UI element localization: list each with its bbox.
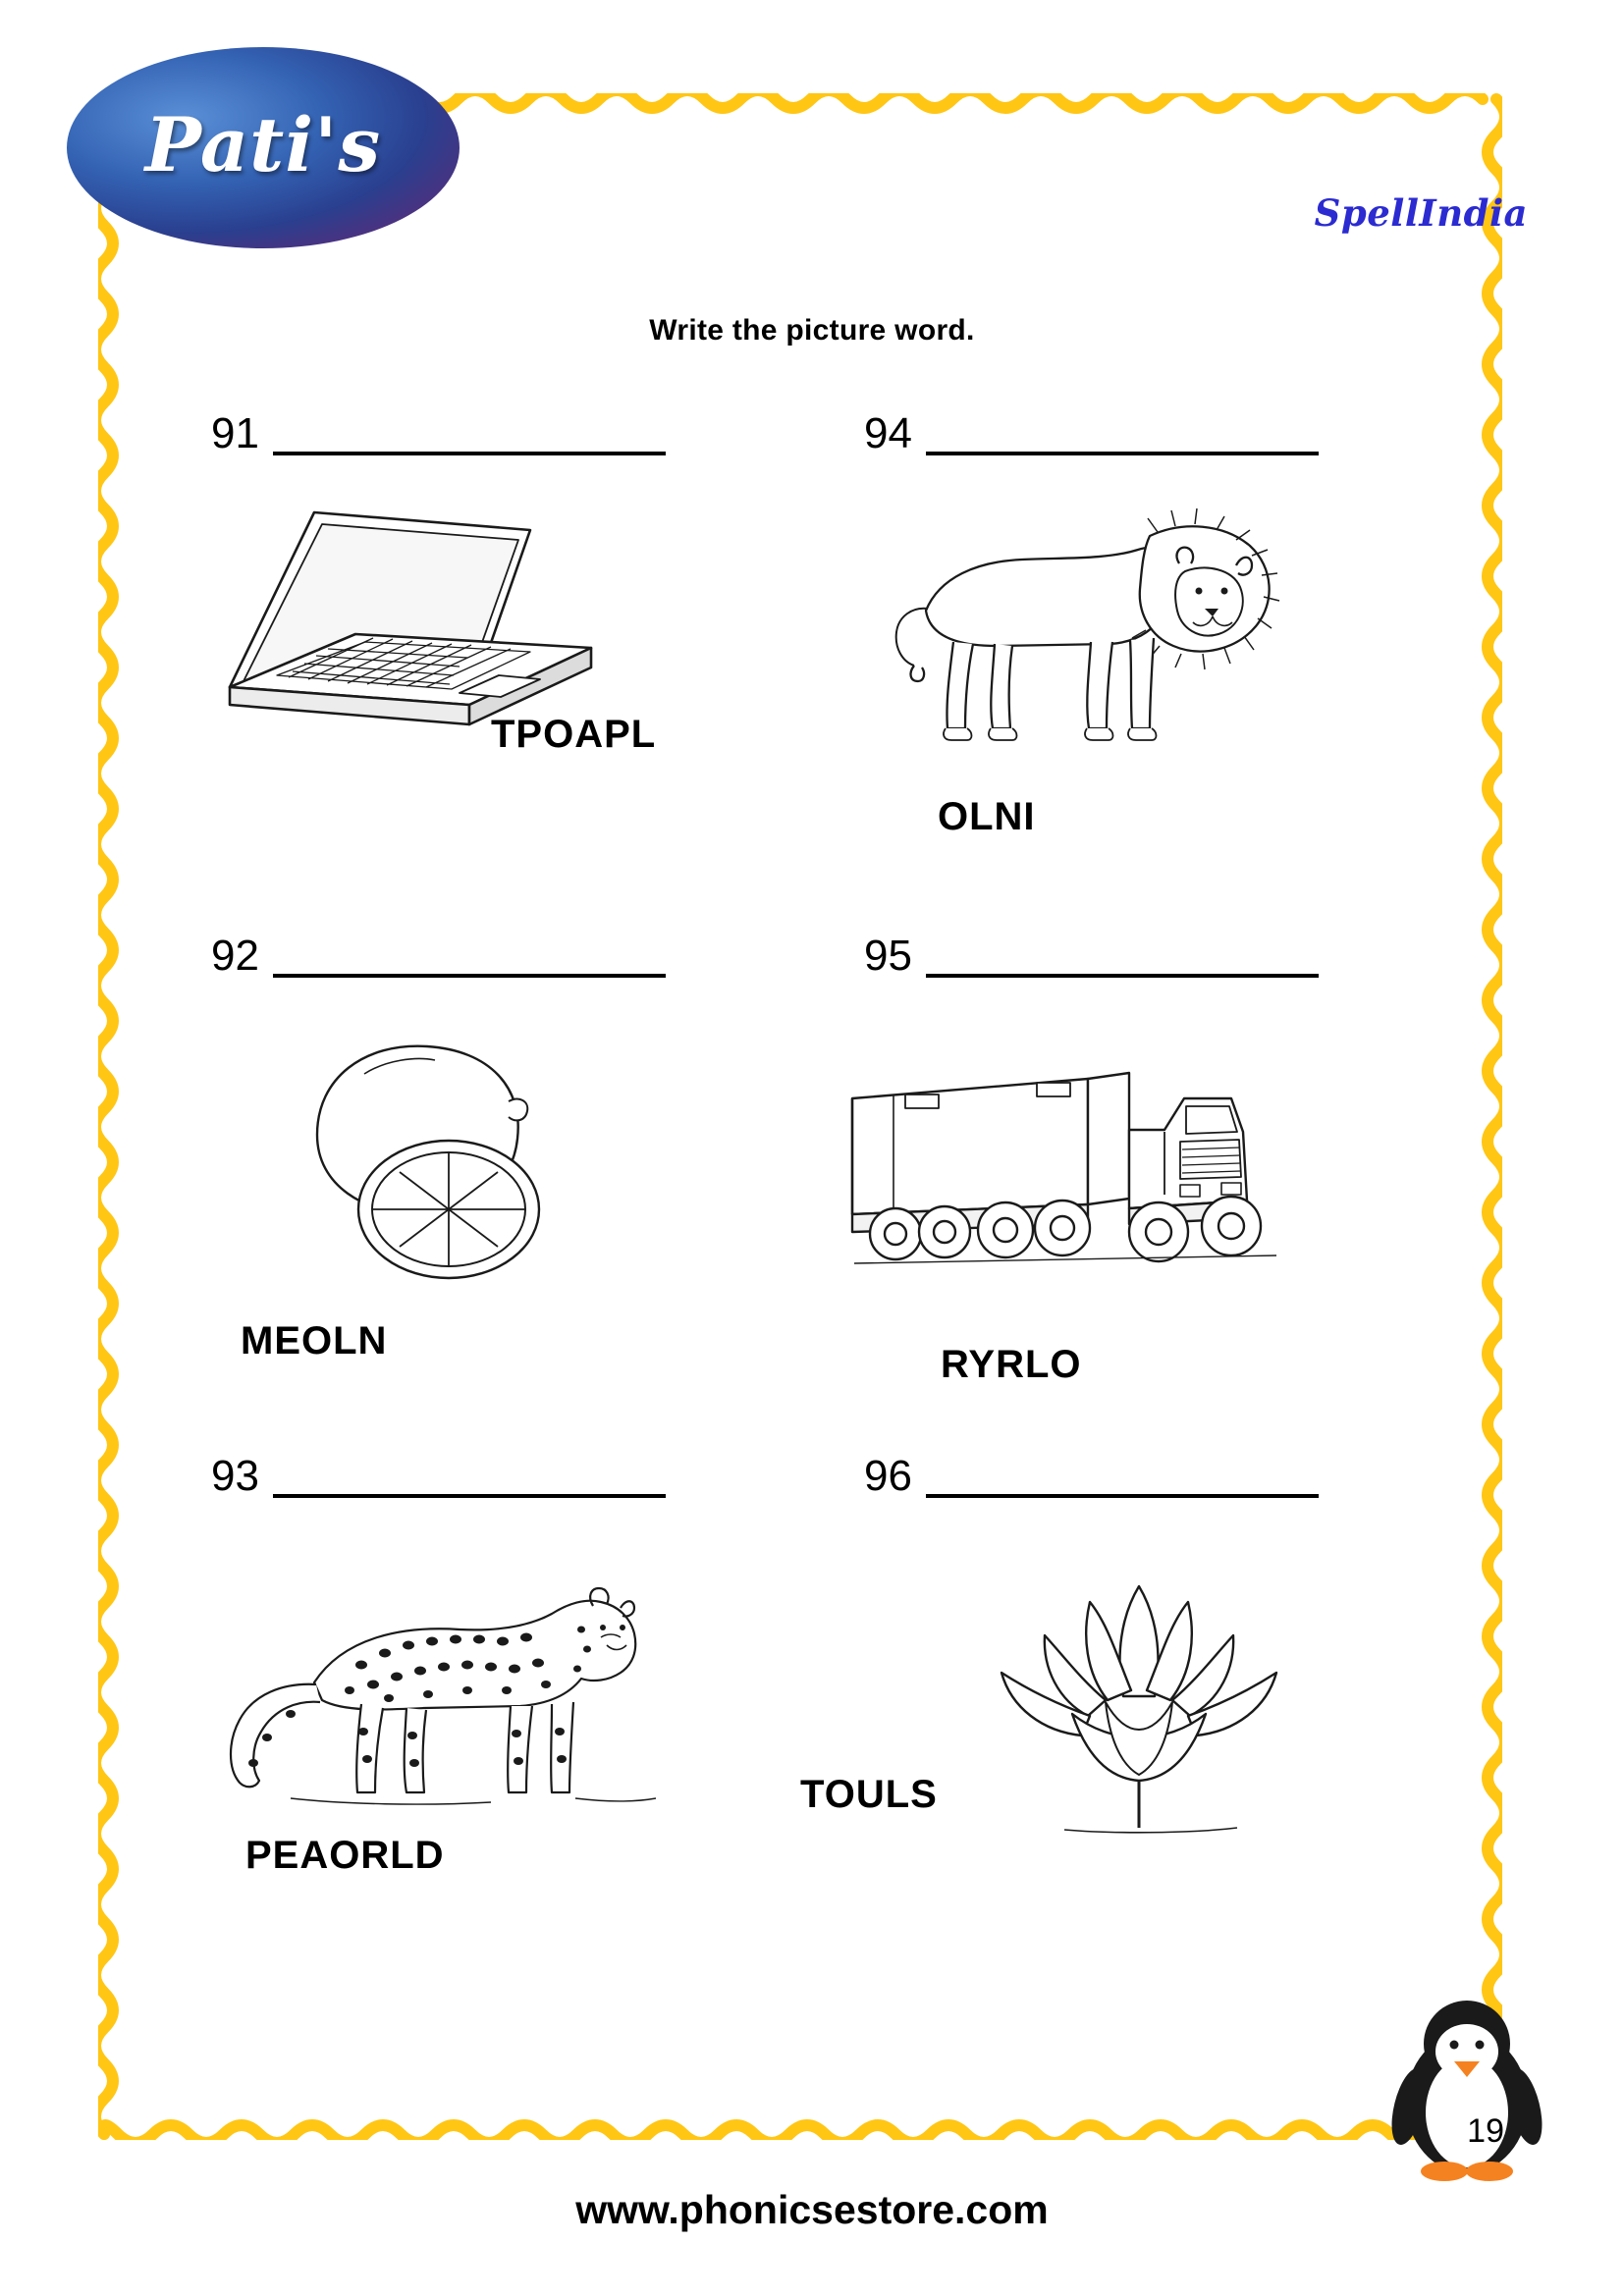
answer-blank-line[interactable] — [273, 940, 666, 978]
item-number: 95 — [864, 932, 912, 980]
item-number: 91 — [211, 409, 259, 457]
scrambled-word: MEOLN — [241, 1319, 388, 1362]
worksheet-item-96 — [800, 1452, 1414, 1965]
spellindia-brand-text: SpellIndia — [1314, 191, 1528, 235]
worksheet-item-92 — [211, 934, 761, 1455]
item-number: 96 — [864, 1452, 912, 1500]
item-picture-row — [800, 1498, 1414, 2008]
worksheet-item-93 — [211, 1452, 761, 1965]
scrambled-word: TPOAPL — [491, 713, 657, 756]
worksheet-column-left — [211, 409, 761, 1965]
worksheet-column-right — [800, 409, 1414, 1965]
item-picture-row — [211, 1498, 761, 2008]
item-head — [864, 409, 1414, 457]
scrambled-word: OLNI — [938, 795, 1036, 838]
penguin-mascot-icon — [1383, 1987, 1550, 2183]
scrambled-word: PEAORLD — [245, 1834, 445, 1877]
item-picture-row — [211, 978, 761, 1498]
answer-blank-line[interactable] — [273, 418, 666, 455]
item-picture-row — [211, 455, 761, 986]
worksheet-item-94 — [864, 409, 1414, 942]
lorry-picture — [835, 1022, 1316, 1326]
worksheet-item-91 — [211, 409, 761, 942]
item-picture-row — [864, 978, 1414, 1498]
lemon-picture — [270, 1017, 594, 1302]
logo-text: Pati's — [144, 101, 382, 188]
lion-picture — [879, 485, 1291, 779]
item-number: 93 — [211, 1452, 259, 1500]
item-number: 92 — [211, 932, 259, 980]
answer-blank-line[interactable] — [273, 1461, 666, 1498]
item-number: 94 — [864, 409, 912, 457]
scrambled-word: RYRLO — [941, 1343, 1082, 1386]
item-head — [211, 934, 761, 978]
item-head — [864, 1452, 1414, 1500]
scrambled-word: TOULS — [800, 1773, 938, 1816]
pati-logo — [67, 47, 460, 248]
page-number: 19 — [1467, 2112, 1504, 2150]
worksheet-instruction: Write the picture word. — [649, 314, 975, 347]
item-head — [211, 409, 761, 457]
answer-blank-line[interactable] — [926, 418, 1319, 455]
leopard-picture — [196, 1535, 746, 1830]
footer-website: www.phonicsestore.com — [575, 2187, 1049, 2232]
item-picture-row — [864, 455, 1414, 986]
item-head — [864, 934, 1414, 978]
answer-blank-line[interactable] — [926, 940, 1319, 978]
answer-blank-line[interactable] — [926, 1461, 1319, 1498]
worksheet-item-95 — [864, 934, 1414, 1455]
item-head — [211, 1452, 761, 1500]
lotus-picture — [943, 1547, 1335, 1842]
